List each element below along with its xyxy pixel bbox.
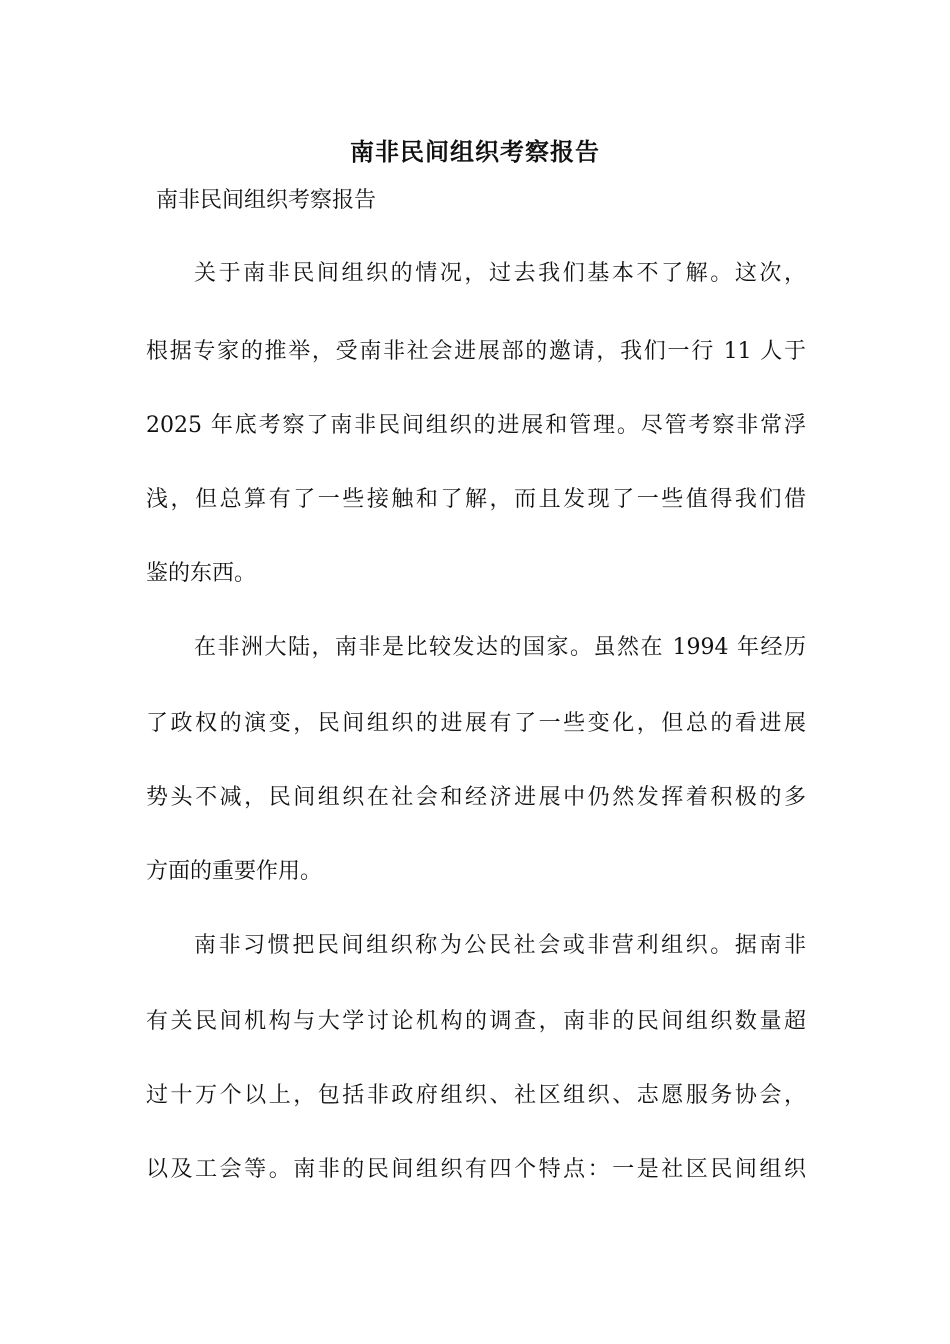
paragraph-1-line-4: 浅，但总算有了一些接触和了解，而且发现了一些值得我们借: [146, 487, 806, 512]
paragraph-2-line-4: 方面的重要作用。: [146, 859, 323, 884]
paragraph-2-line-2: 了政权的演变，民间组织的进展有了一些变化，但总的看进展: [146, 711, 806, 736]
document-title: 南非民间组织考察报告: [350, 137, 600, 166]
paragraph-3-line-3: 过十万个以上，包括非政府组织、社区组织、志愿服务协会，: [146, 1083, 806, 1108]
paragraph-3-line-1: 南非习惯把民间组织称为公民社会或非营利组织。据南非: [194, 933, 806, 958]
paragraph-3-line-2: 有关民间机构与大学讨论机构的调查，南非的民间组织数量超: [146, 1009, 806, 1034]
paragraph-1-line-5: 鉴的东西。: [146, 561, 257, 586]
paragraph-2-line-3: 势头不减，民间组织在社会和经济进展中仍然发挥着积极的多: [146, 785, 806, 810]
paragraph-1-line-2: 根据专家的推举，受南非社会进展部的邀请，我们一行 11 人于: [146, 339, 806, 364]
document-subtitle: 南非民间组织考察报告: [156, 188, 377, 213]
paragraph-1-line-1: 关于南非民间组织的情况，过去我们基本不了解。这次，: [194, 261, 806, 286]
paragraph-3-line-4: 以及工会等。南非的民间组织有四个特点：一是社区民间组织: [146, 1157, 806, 1182]
paragraph-2-line-1: 在非洲大陆，南非是比较发达的国家。虽然在 1994 年经历: [194, 635, 806, 660]
paragraph-1-line-3: 2025 年底考察了南非民间组织的进展和管理。尽管考察非常浮: [146, 413, 806, 438]
